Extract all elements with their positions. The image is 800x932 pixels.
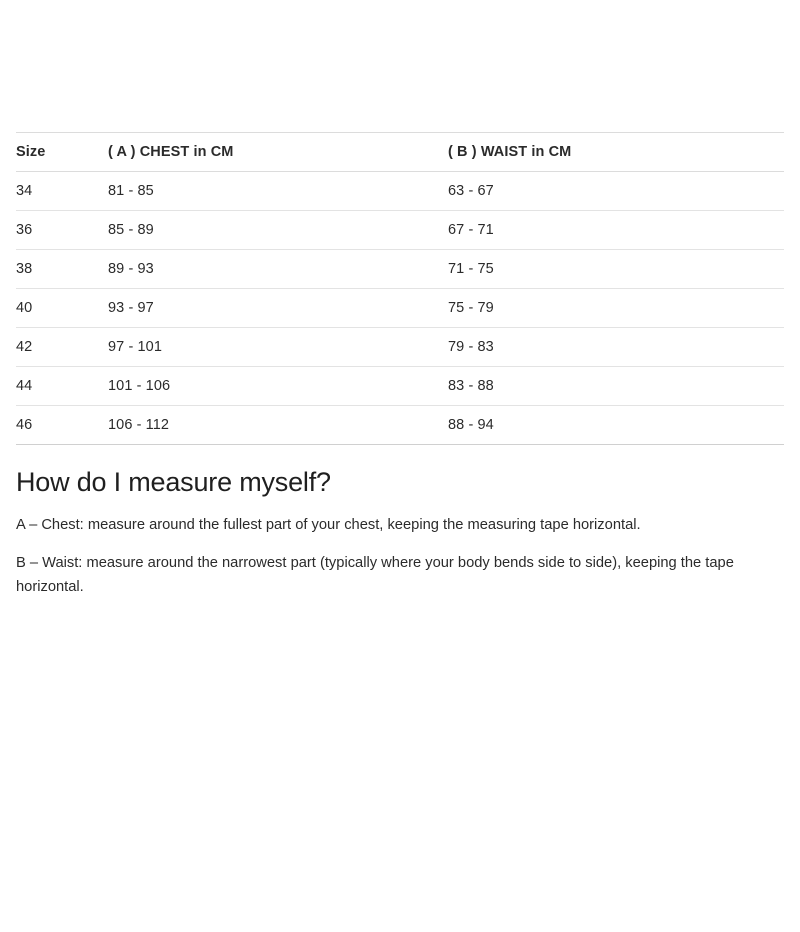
cell-size: 40 (16, 289, 108, 328)
cell-size: 44 (16, 367, 108, 406)
table-row (16, 289, 784, 328)
cell-waist: 71 - 75 (448, 250, 784, 289)
cell-chest: 97 - 101 (108, 328, 448, 367)
waist-measure-instruction: B – Waist: measure around the narrowest part (typically where your body bends side to side), keeping the tape horizontal. (16, 554, 734, 595)
chest-measure-instruction: A – Chest: measure around the fullest part of your chest, keeping the measuring tape horizontal. (16, 517, 641, 533)
cell-waist: 63 - 67 (448, 172, 784, 211)
table-header (16, 133, 784, 172)
table-row (16, 367, 784, 406)
cell-chest: 93 - 97 (108, 289, 448, 328)
cell-chest: 85 - 89 (108, 211, 448, 250)
table-row (16, 328, 784, 367)
table-row (16, 211, 784, 250)
cell-waist: 79 - 83 (448, 328, 784, 367)
cell-size: 42 (16, 328, 108, 367)
cell-chest: 89 - 93 (108, 250, 448, 289)
cell-chest: 81 - 85 (108, 172, 448, 211)
cell-chest: 101 - 106 (108, 367, 448, 406)
cell-waist: 83 - 88 (448, 367, 784, 406)
table-header-row (16, 133, 784, 172)
table-row (16, 172, 784, 211)
column-header-waist: ( B ) WAIST in CM (448, 133, 784, 172)
cell-size: 36 (16, 211, 108, 250)
cell-waist: 67 - 71 (448, 211, 784, 250)
column-header-chest: ( A ) CHEST in CM (108, 133, 448, 172)
section-heading: How do I measure myself? (16, 467, 331, 497)
cell-size: 38 (16, 250, 108, 289)
size-chart-table (16, 132, 784, 445)
cell-waist: 75 - 79 (448, 289, 784, 328)
column-header-size: Size (16, 133, 108, 172)
cell-size: 46 (16, 406, 108, 445)
cell-chest: 106 - 112 (108, 406, 448, 445)
table-row (16, 250, 784, 289)
size-guide-page (0, 132, 800, 932)
cell-size: 34 (16, 172, 108, 211)
table-row (16, 406, 784, 445)
table-body (16, 172, 784, 445)
cell-waist: 88 - 94 (448, 406, 784, 445)
